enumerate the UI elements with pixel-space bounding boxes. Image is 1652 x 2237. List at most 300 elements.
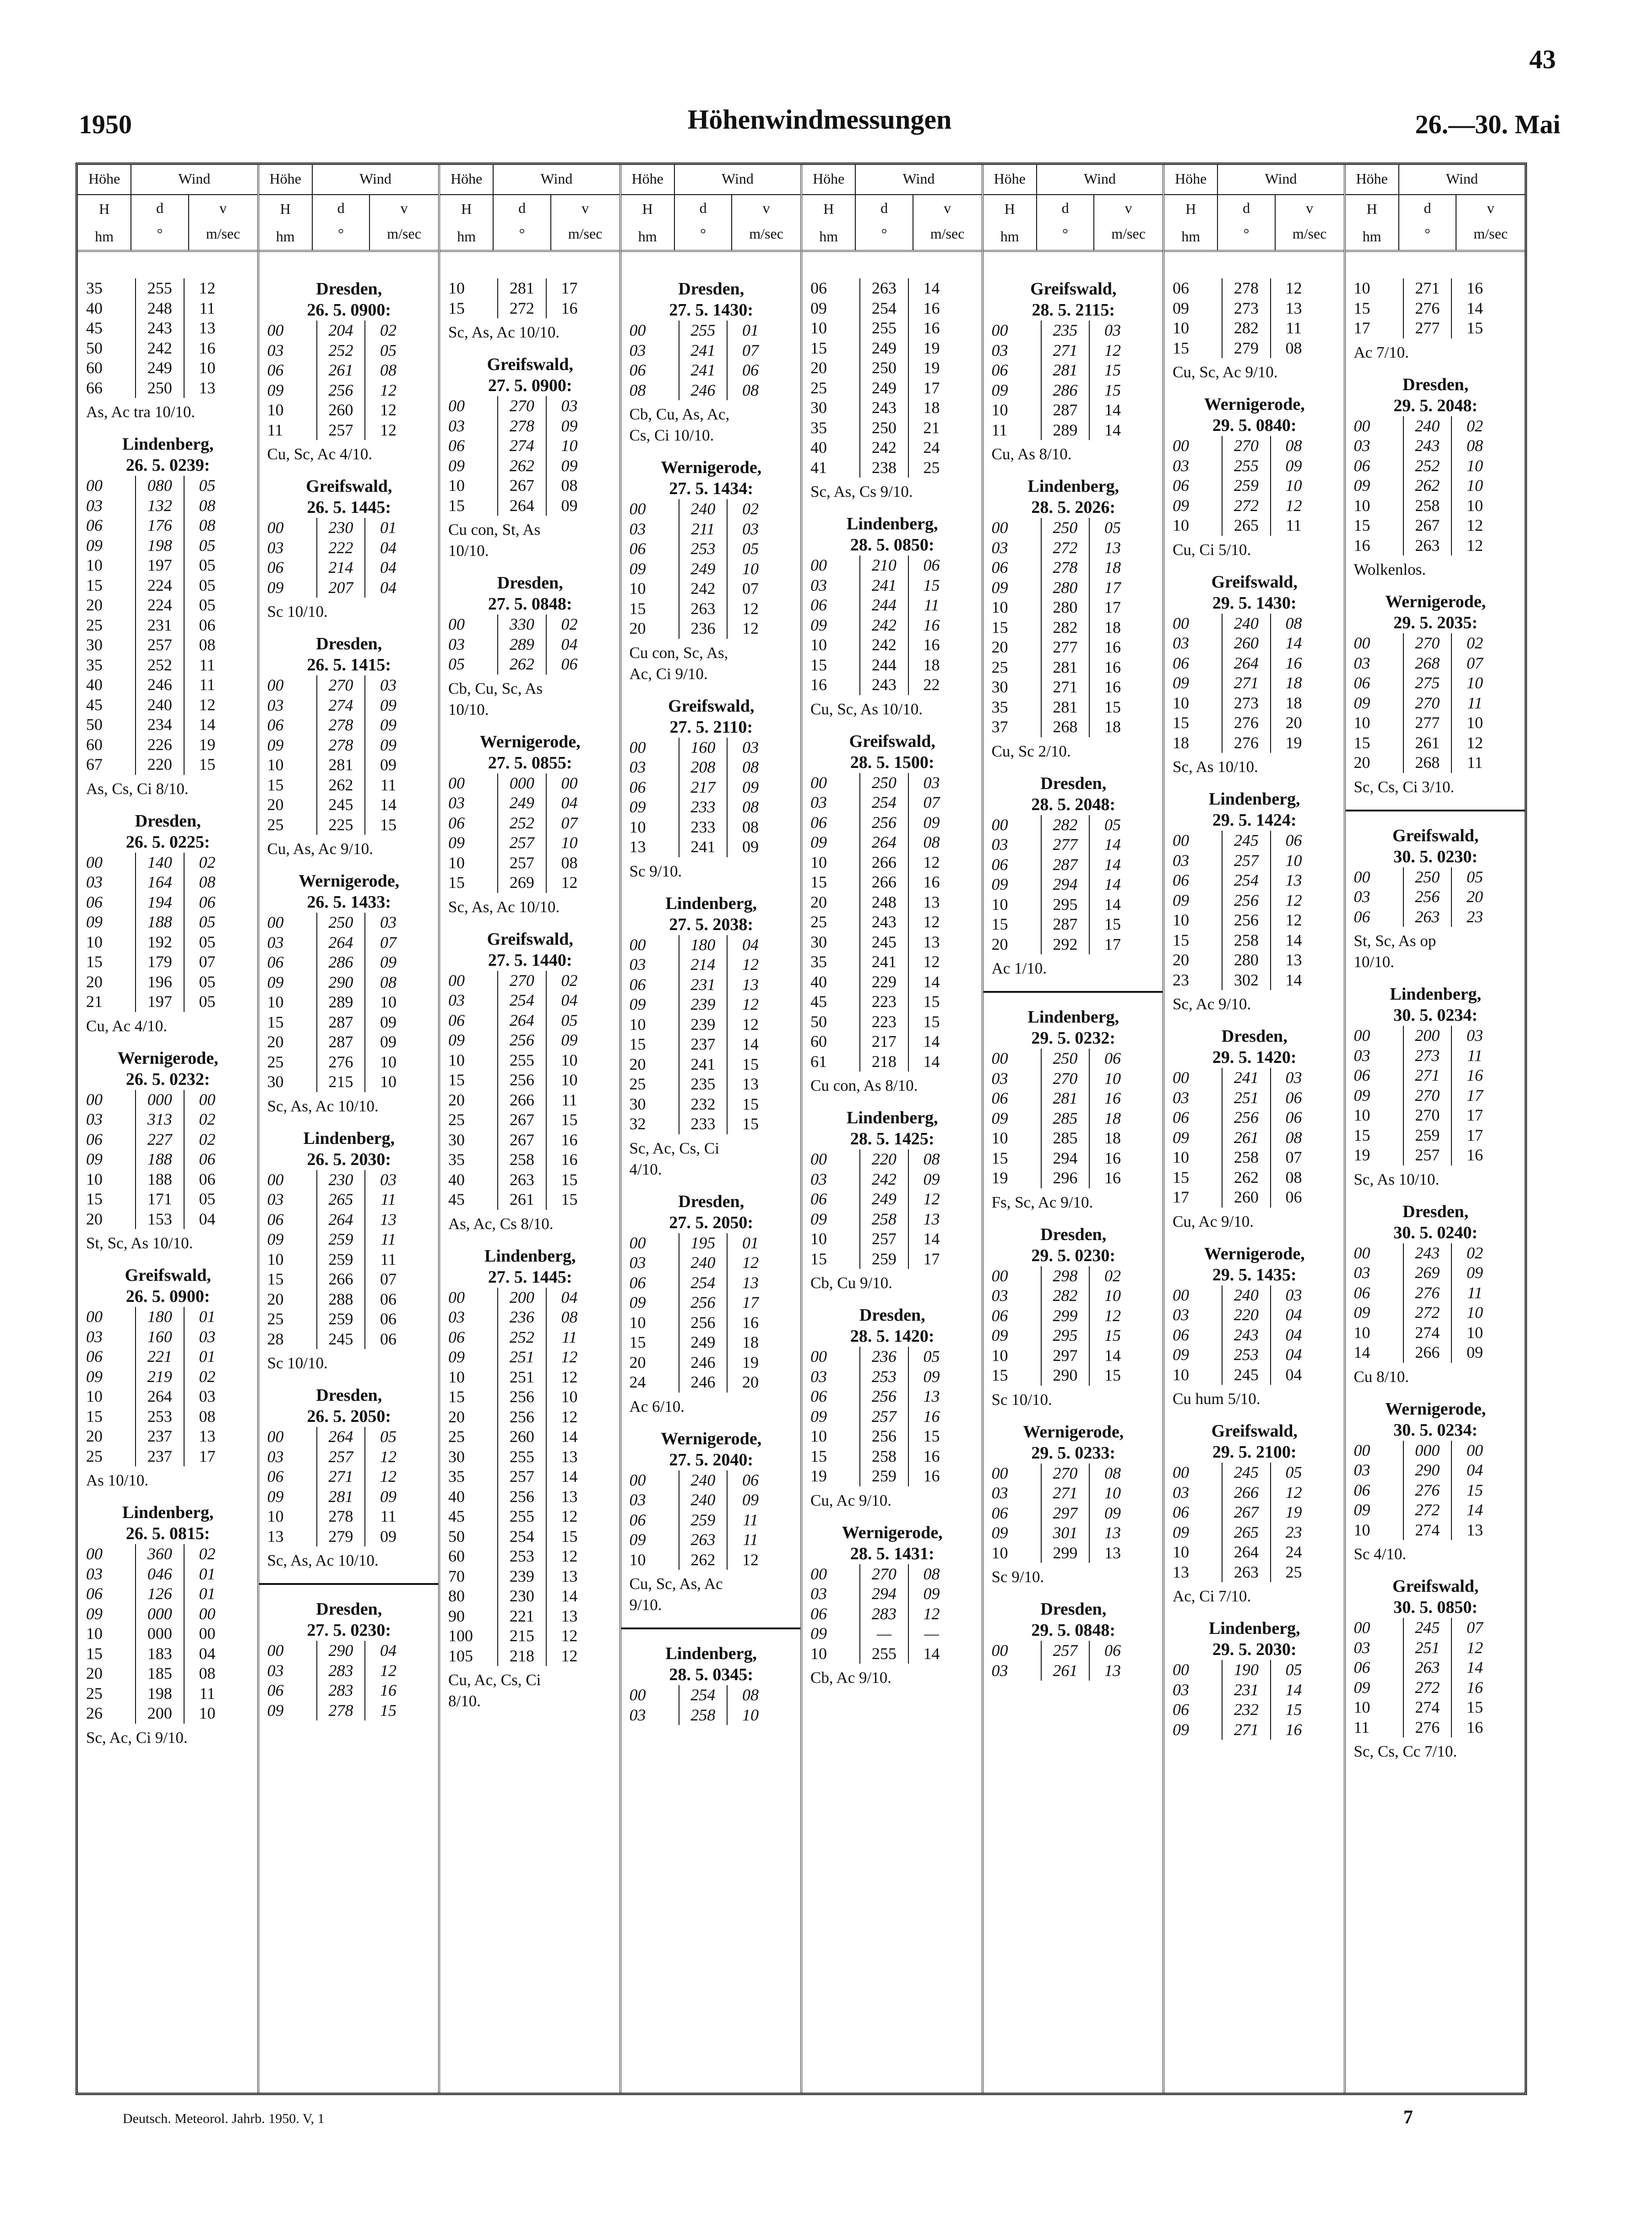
table-row bbox=[810, 418, 974, 438]
table-row bbox=[267, 775, 431, 795]
speed-cell: 16 bbox=[199, 338, 216, 357]
header-wind: Wind bbox=[359, 170, 391, 187]
speed-cell: 13 bbox=[923, 1387, 940, 1405]
speed-cell: 12 bbox=[1104, 341, 1121, 359]
speed-cell: 05 bbox=[561, 1011, 578, 1029]
table-row bbox=[267, 675, 431, 696]
direction-cell: 254 bbox=[859, 793, 908, 813]
direction-cell: 252 bbox=[316, 341, 365, 361]
table-row bbox=[448, 971, 612, 991]
speed-cell: 02 bbox=[1467, 416, 1484, 435]
height-cell: 06 bbox=[86, 1584, 103, 1603]
table-row bbox=[1173, 931, 1337, 951]
direction-cell: 279 bbox=[1222, 338, 1271, 359]
speed-cell: 23 bbox=[1467, 907, 1484, 926]
table-row bbox=[1173, 910, 1337, 931]
speed-cell: 20 bbox=[742, 1373, 759, 1391]
header-row bbox=[621, 195, 801, 250]
cloud-note: Fs, Sc, Ac 9/10. bbox=[991, 1193, 1093, 1211]
station-title: Dresden, 26. 5. 0900: bbox=[307, 279, 391, 320]
speed-cell: 12 bbox=[742, 1253, 759, 1272]
speed-cell: 09 bbox=[561, 456, 578, 475]
speed-cell: 13 bbox=[1285, 299, 1302, 317]
speed-cell: 05 bbox=[199, 556, 216, 574]
direction-cell: 286 bbox=[316, 952, 365, 973]
header-d-deg: d ° bbox=[313, 195, 370, 250]
table-row bbox=[86, 576, 250, 596]
height-cell: 00 bbox=[991, 815, 1008, 834]
direction-cell: 272 bbox=[1403, 1303, 1452, 1323]
cloud-note: Sc 9/10. bbox=[991, 1568, 1044, 1586]
table-row bbox=[630, 1470, 793, 1491]
direction-cell: 270 bbox=[497, 971, 546, 991]
table-row bbox=[448, 299, 612, 319]
height-cell: 19 bbox=[1353, 1146, 1370, 1164]
height-cell: 15 bbox=[810, 655, 827, 674]
height-cell: 03 bbox=[810, 1367, 827, 1386]
height-cell: 09 bbox=[86, 536, 103, 555]
header-h-hm: H hm bbox=[1164, 195, 1218, 250]
height-cell: 26 bbox=[86, 1704, 103, 1722]
table-row bbox=[1173, 1680, 1337, 1700]
cloud-note: Cu hum 5/10. bbox=[1173, 1390, 1261, 1408]
speed-cell: 06 bbox=[199, 615, 216, 634]
height-cell: 35 bbox=[810, 418, 827, 437]
height-cell: 00 bbox=[86, 1545, 103, 1563]
table-row bbox=[810, 438, 974, 458]
speed-cell: 17 bbox=[742, 1293, 759, 1312]
direction-cell: 140 bbox=[135, 853, 184, 873]
station-title: Dresden, 28. 5. 1420: bbox=[850, 1306, 935, 1346]
table-row bbox=[86, 1367, 250, 1387]
station-block bbox=[267, 1385, 431, 1571]
table-row bbox=[1354, 1698, 1518, 1718]
direction-cell: 285 bbox=[1041, 1109, 1090, 1129]
height-cell: 09 bbox=[86, 1367, 103, 1386]
direction-cell: 237 bbox=[679, 1034, 728, 1055]
speed-cell: 12 bbox=[561, 1646, 578, 1665]
table-row bbox=[86, 1704, 250, 1724]
speed-cell: 13 bbox=[561, 1606, 578, 1625]
station-title: Lindenberg, 26. 5. 0239: bbox=[122, 435, 214, 475]
table-row bbox=[1173, 1108, 1337, 1128]
height-cell: 03 bbox=[991, 341, 1008, 359]
speed-cell: 09 bbox=[561, 416, 578, 435]
direction-cell: 241 bbox=[1222, 1068, 1271, 1088]
height-cell: 10 bbox=[1353, 1520, 1370, 1539]
speed-cell: 10 bbox=[1467, 713, 1484, 732]
height-cell: 09 bbox=[629, 995, 646, 1013]
speed-cell: 13 bbox=[742, 1075, 759, 1093]
table-row bbox=[810, 793, 974, 813]
direction-cell: 268 bbox=[1041, 717, 1090, 737]
direction-cell: 230 bbox=[316, 1170, 365, 1190]
table-row bbox=[810, 1564, 974, 1584]
height-cell: 00 bbox=[1353, 1243, 1370, 1262]
speed-cell: 05 bbox=[199, 596, 216, 614]
speed-cell: 11 bbox=[199, 655, 215, 674]
speed-cell: 09 bbox=[923, 1367, 940, 1386]
direction-cell: 230 bbox=[316, 518, 365, 538]
direction-cell: 245 bbox=[859, 932, 908, 952]
table-column bbox=[984, 165, 1165, 2093]
height-cell: 50 bbox=[448, 1527, 465, 1546]
speed-cell: 11 bbox=[1467, 1046, 1483, 1065]
direction-cell: 278 bbox=[497, 416, 546, 436]
height-cell: 09 bbox=[1173, 1128, 1189, 1147]
direction-cell: 287 bbox=[1041, 855, 1090, 875]
speed-cell: 16 bbox=[1104, 1148, 1121, 1167]
station-title: Dresden, 26. 5. 2050: bbox=[307, 1386, 391, 1426]
column-header bbox=[802, 165, 982, 252]
direction-cell: 252 bbox=[135, 655, 184, 675]
station-block bbox=[448, 278, 612, 343]
direction-cell: 271 bbox=[1222, 673, 1271, 693]
speed-cell: 11 bbox=[561, 1328, 577, 1346]
header-h-hm: H hm bbox=[1346, 195, 1399, 250]
table-row bbox=[992, 400, 1156, 420]
speed-cell: 04 bbox=[1285, 1325, 1302, 1344]
speed-cell: 03 bbox=[380, 913, 397, 931]
station-title: Lindenberg, 28. 5. 0345: bbox=[665, 1644, 757, 1684]
height-cell: 10 bbox=[448, 1367, 465, 1386]
speed-cell: 02 bbox=[1467, 1243, 1484, 1262]
table-row bbox=[86, 299, 250, 319]
table-row bbox=[1354, 436, 1518, 456]
speed-cell: 02 bbox=[561, 615, 578, 633]
height-cell: 06 bbox=[448, 1011, 465, 1029]
station-block bbox=[992, 278, 1156, 465]
speed-cell: 05 bbox=[380, 1427, 397, 1446]
direction-cell: 255 bbox=[497, 1050, 546, 1071]
height-cell: 61 bbox=[810, 1052, 827, 1071]
direction-cell: 249 bbox=[679, 559, 728, 579]
table-row bbox=[630, 559, 793, 579]
table-row bbox=[448, 1288, 612, 1308]
speed-cell: 16 bbox=[923, 299, 940, 317]
direction-cell: 160 bbox=[135, 1327, 184, 1347]
height-cell: 00 bbox=[991, 321, 1008, 339]
speed-cell: 16 bbox=[923, 615, 940, 634]
height-cell: 03 bbox=[267, 1447, 284, 1466]
height-cell: 20 bbox=[810, 893, 827, 911]
height-cell: 03 bbox=[810, 793, 827, 811]
direction-cell: 276 bbox=[1222, 733, 1271, 753]
table-row bbox=[630, 1034, 793, 1055]
height-cell: 00 bbox=[629, 500, 646, 518]
direction-cell: 258 bbox=[1403, 496, 1452, 516]
height-cell: 09 bbox=[629, 559, 646, 578]
speed-cell: 09 bbox=[380, 1033, 397, 1051]
direction-cell: 292 bbox=[1041, 935, 1090, 955]
speed-cell: 16 bbox=[1285, 653, 1302, 672]
direction-cell: 256 bbox=[859, 813, 908, 833]
table-row bbox=[267, 973, 431, 993]
table-row bbox=[630, 1510, 793, 1530]
direction-cell: 262 bbox=[1222, 1168, 1271, 1188]
speed-cell: 08 bbox=[923, 1150, 940, 1168]
table-row bbox=[810, 398, 974, 418]
direction-cell: 261 bbox=[316, 360, 365, 381]
height-cell: 03 bbox=[629, 1491, 646, 1509]
height-cell: 40 bbox=[448, 1487, 465, 1506]
height-cell: 00 bbox=[629, 935, 646, 954]
station-title: Lindenberg, 29. 5. 0232: bbox=[1027, 1007, 1119, 1048]
height-cell: 15 bbox=[1173, 338, 1189, 357]
direction-cell: 294 bbox=[1041, 1148, 1090, 1169]
direction-cell: 253 bbox=[1222, 1345, 1271, 1365]
direction-cell: 295 bbox=[1041, 895, 1090, 915]
table-row bbox=[1173, 1502, 1337, 1523]
table-row bbox=[992, 1483, 1156, 1503]
table-row bbox=[992, 914, 1156, 935]
speed-cell: 13 bbox=[199, 378, 216, 397]
speed-cell: 10 bbox=[561, 1071, 578, 1089]
height-cell: 00 bbox=[629, 1686, 646, 1704]
header-row bbox=[802, 195, 982, 250]
table-row bbox=[267, 1290, 431, 1310]
station-block bbox=[86, 278, 250, 423]
station-title: Lindenberg, 28. 5. 2026: bbox=[1027, 477, 1119, 517]
header-row bbox=[259, 195, 439, 250]
height-cell: 09 bbox=[267, 1230, 284, 1248]
table-row bbox=[1354, 1638, 1518, 1658]
height-cell: 00 bbox=[1353, 416, 1370, 435]
height-cell: 06 bbox=[629, 361, 646, 379]
speed-cell: 14 bbox=[1104, 1346, 1121, 1365]
height-cell: 06 bbox=[810, 1387, 827, 1405]
table-row bbox=[810, 1149, 974, 1170]
speed-cell: 12 bbox=[742, 995, 759, 1013]
speed-cell: 15 bbox=[199, 755, 216, 773]
speed-cell: 04 bbox=[561, 1288, 578, 1306]
table-row bbox=[630, 579, 793, 599]
table-row bbox=[267, 1467, 431, 1487]
speed-cell: 10 bbox=[1467, 476, 1484, 495]
speed-cell: 10 bbox=[742, 559, 759, 578]
height-cell: 11 bbox=[991, 420, 1008, 439]
direction-cell: 232 bbox=[679, 1094, 728, 1115]
table-column bbox=[802, 165, 984, 2093]
cloud-note: Sc, Cs, Cc 7/10. bbox=[1353, 1742, 1457, 1760]
speed-cell: 11 bbox=[380, 1507, 397, 1525]
header-row bbox=[78, 165, 257, 195]
table-row bbox=[1354, 887, 1518, 907]
direction-cell: 261 bbox=[1041, 1661, 1090, 1681]
table-row bbox=[630, 1313, 793, 1333]
table-row bbox=[1354, 1243, 1518, 1263]
direction-cell: 243 bbox=[1403, 436, 1452, 456]
direction-cell: 188 bbox=[135, 1149, 184, 1170]
table-row bbox=[992, 717, 1156, 737]
height-cell: 100 bbox=[448, 1627, 473, 1645]
table-row bbox=[86, 675, 250, 695]
direction-cell: 257 bbox=[1222, 851, 1271, 871]
speed-cell: 12 bbox=[561, 1547, 578, 1565]
height-cell: 03 bbox=[991, 538, 1008, 557]
table-row bbox=[810, 1052, 974, 1072]
table-row bbox=[267, 360, 431, 381]
speed-cell: 12 bbox=[1285, 911, 1302, 929]
table-row bbox=[86, 695, 250, 715]
speed-cell: 18 bbox=[742, 1333, 759, 1351]
table-row bbox=[630, 1233, 793, 1253]
cloud-note: Ac 7/10. bbox=[1353, 343, 1409, 361]
table-row bbox=[86, 635, 250, 655]
table-row bbox=[267, 952, 431, 973]
direction-cell: 261 bbox=[1222, 1128, 1271, 1148]
table-row bbox=[1173, 1325, 1337, 1345]
height-cell: 11 bbox=[267, 420, 283, 439]
page-header bbox=[79, 104, 1560, 146]
height-cell: 20 bbox=[267, 1033, 284, 1051]
direction-cell: 287 bbox=[316, 1012, 365, 1033]
table-row bbox=[448, 1050, 612, 1071]
station-title: Wernigerode, 29. 5. 0840: bbox=[1204, 395, 1305, 435]
height-cell: 06 bbox=[448, 436, 465, 455]
table-row bbox=[1173, 338, 1337, 359]
station-block bbox=[86, 1048, 250, 1254]
direction-cell: 271 bbox=[1041, 341, 1090, 361]
height-cell: 13 bbox=[267, 1527, 284, 1546]
direction-cell: 264 bbox=[1222, 653, 1271, 674]
cloud-note: Cu, Sc, As 10/10. bbox=[810, 700, 923, 718]
speed-cell: 01 bbox=[199, 1564, 216, 1583]
table-row bbox=[448, 1546, 612, 1567]
speed-cell: 10 bbox=[380, 1052, 397, 1071]
direction-cell: 260 bbox=[316, 400, 365, 420]
speed-cell: 09 bbox=[380, 1487, 397, 1506]
table-row bbox=[86, 358, 250, 378]
direction-cell: 262 bbox=[497, 456, 546, 476]
direction-cell: 257 bbox=[859, 1407, 908, 1427]
height-cell: 15 bbox=[629, 1333, 646, 1351]
height-cell: 06 bbox=[1353, 1480, 1370, 1499]
table-row bbox=[992, 1286, 1156, 1306]
direction-cell: 272 bbox=[1403, 1678, 1452, 1698]
height-cell: 25 bbox=[991, 658, 1008, 676]
speed-cell: 08 bbox=[742, 817, 759, 836]
table-row bbox=[1173, 496, 1337, 516]
table-row bbox=[1354, 1066, 1518, 1086]
table-row bbox=[1354, 1026, 1518, 1046]
direction-cell: 282 bbox=[1041, 815, 1090, 835]
table-row bbox=[810, 992, 974, 1012]
height-cell: 06 bbox=[267, 558, 284, 577]
height-cell: 06 bbox=[1353, 456, 1370, 475]
column-header bbox=[984, 165, 1163, 252]
station-title: Lindenberg, 30. 5. 0234: bbox=[1390, 985, 1482, 1025]
direction-cell: 270 bbox=[859, 1564, 908, 1584]
direction-cell: 256 bbox=[497, 1387, 546, 1407]
height-cell: 11 bbox=[1353, 1718, 1370, 1736]
direction-cell: 249 bbox=[679, 1333, 728, 1353]
direction-cell: 171 bbox=[135, 1189, 184, 1209]
station-title: Wernigerode, 29. 5. 0233: bbox=[1023, 1422, 1124, 1463]
column-body bbox=[1346, 252, 1525, 1762]
direction-cell: 254 bbox=[679, 1685, 728, 1705]
speed-cell: 05 bbox=[923, 1347, 940, 1366]
speed-cell: 10 bbox=[742, 1705, 759, 1724]
direction-cell: 241 bbox=[679, 837, 728, 857]
height-cell: 21 bbox=[86, 992, 103, 1011]
station-block bbox=[1173, 1618, 1337, 1740]
table-row bbox=[630, 837, 793, 857]
speed-cell: 17 bbox=[1467, 1086, 1484, 1105]
station-title: Wernigerode, 27. 5. 2040: bbox=[661, 1429, 762, 1470]
header-row bbox=[78, 195, 257, 250]
height-cell: 14 bbox=[1353, 1343, 1370, 1361]
table-row bbox=[992, 1168, 1156, 1188]
table-row bbox=[267, 735, 431, 756]
table-row bbox=[267, 913, 431, 933]
speed-cell: 11 bbox=[1467, 693, 1483, 712]
height-cell: 10 bbox=[86, 556, 103, 574]
height-cell: 03 bbox=[629, 758, 646, 776]
height-cell: 09 bbox=[1173, 1720, 1189, 1739]
direction-cell: 276 bbox=[1403, 1283, 1452, 1303]
direction-cell: 256 bbox=[1222, 891, 1271, 911]
speed-cell: 03 bbox=[199, 1327, 216, 1346]
table-row bbox=[1354, 1283, 1518, 1303]
table-row bbox=[86, 1564, 250, 1584]
direction-cell: 231 bbox=[1222, 1680, 1271, 1700]
table-row bbox=[448, 476, 612, 496]
direction-cell: 160 bbox=[679, 738, 728, 758]
speed-cell: 08 bbox=[742, 758, 759, 776]
direction-cell: 330 bbox=[497, 615, 546, 635]
height-cell: 09 bbox=[810, 299, 827, 317]
table-row bbox=[267, 321, 431, 341]
speed-cell: 08 bbox=[1285, 1128, 1302, 1147]
height-cell: 00 bbox=[267, 321, 284, 339]
height-cell: 06 bbox=[991, 855, 1008, 874]
table-row bbox=[630, 1074, 793, 1094]
speed-cell: 05 bbox=[199, 913, 216, 931]
table-row bbox=[1173, 278, 1337, 299]
table-grid bbox=[78, 165, 1525, 2093]
table-row bbox=[630, 797, 793, 817]
direction-cell: 264 bbox=[316, 1427, 365, 1447]
height-cell: 28 bbox=[267, 1329, 284, 1348]
direction-cell: 176 bbox=[135, 516, 184, 536]
direction-cell: 286 bbox=[1041, 381, 1090, 401]
height-cell: 00 bbox=[267, 1641, 284, 1660]
station-block bbox=[448, 1246, 612, 1712]
speed-cell: 15 bbox=[1104, 1366, 1121, 1384]
station-title: Greifswald, 27. 5. 2110: bbox=[668, 696, 755, 737]
height-cell: 15 bbox=[267, 1270, 284, 1288]
speed-cell: 08 bbox=[923, 1564, 940, 1583]
table-row bbox=[992, 875, 1156, 895]
height-cell: 03 bbox=[267, 538, 284, 557]
direction-cell: 295 bbox=[1041, 1326, 1090, 1346]
table-row bbox=[992, 341, 1156, 361]
direction-cell: 279 bbox=[316, 1527, 365, 1547]
direction-cell: 241 bbox=[859, 576, 908, 596]
speed-cell: 13 bbox=[742, 1273, 759, 1292]
table-row bbox=[448, 873, 612, 893]
height-cell: 03 bbox=[1353, 653, 1370, 672]
column-body bbox=[78, 252, 257, 1748]
speed-cell: 06 bbox=[199, 1170, 216, 1188]
table-row bbox=[992, 637, 1156, 658]
header-hoehe: Höhe bbox=[78, 165, 131, 194]
height-cell: 35 bbox=[448, 1150, 465, 1169]
speed-cell: 06 bbox=[1104, 1049, 1121, 1067]
height-cell: 03 bbox=[86, 1110, 103, 1128]
height-cell: 09 bbox=[1173, 496, 1189, 515]
